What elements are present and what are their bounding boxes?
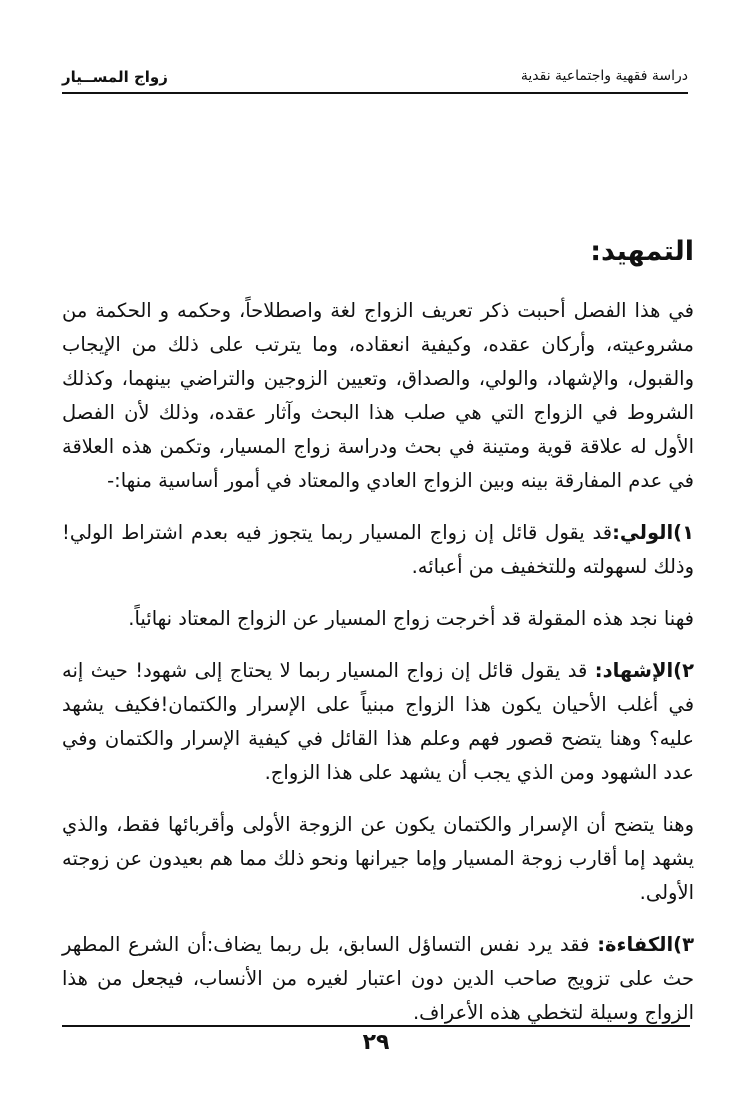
point-2-line: قد يقول قائل إن زواج المسيار ربما لا يحتاج إلى شهود! حيث إنه في — [62, 659, 695, 716]
point-2-line: أغلب الأحيان يكون هذا الزواج مبنياً على الإسرار والكتمان!فكيف يشهد عليه؟ وهنا — [62, 693, 694, 750]
point-1-label: ١)الولي: — [612, 521, 694, 544]
intro-line: في هذا الفصل أحببت ذكر تعريف الزواج لغة واصطلاحاً، وحكمه و الحكمة من — [62, 299, 694, 322]
intro-line: في الزواج التي هي صلب هذا البحث وآثار عقده، وذلك لأن الفصل الأول له علاقة — [62, 401, 695, 458]
point-3-line: وسيلة لتخطي هذه الأعراف. — [412, 1001, 639, 1024]
point-1-note: فهنا نجد هذه المقولة قد أخرجت زواج المسيار عن الزواج المعتاد نهائياً. — [128, 607, 694, 630]
point-3-line: على تزويج صاحب الدين دون اعتبار لغيره من الأنساب، فيجعل من هذا الزواج — [62, 967, 694, 1024]
point-3-label: ٣)الكفاءة: — [597, 933, 694, 956]
point-2-paragraph — [62, 654, 694, 790]
intro-line: وبين الزواج العادي والمعتاد في أمور أساسية منها:- — [107, 469, 515, 492]
point-2-note-line: وهنا يتضح أن الإسرار والكتمان يكون عن الزوجة الأولى وأقربائها فقط، والذي — [62, 813, 694, 836]
page-content — [62, 230, 694, 1048]
section-heading: التمهيد: — [590, 236, 694, 267]
page-header — [62, 62, 688, 94]
footer-rule — [62, 1025, 690, 1027]
point-2-note — [62, 808, 694, 910]
intro-line: والإشهاد، والولي، والصداق، وتعيين الزوجين والتراضي بينهما، وكذلك الشروط — [62, 367, 695, 424]
book-title: زواج المســيار — [62, 68, 168, 86]
point-1-line: لسهولته وللتخفيف من أعبائه. — [411, 555, 648, 578]
point-2-label: ٢)الإشهاد: — [594, 659, 694, 682]
page-number: ٢٩ — [362, 1030, 390, 1055]
point-2-line: ومن الذي يجب أن يشهد على هذا الزواج. — [264, 761, 595, 784]
point-1-line: قد يقول قائل إن زواج المسيار ربما يتجوز فيه بعدم اشتراط الولي! وذلك — [62, 521, 694, 578]
intro-line: مشروعيته، وأركان عقده، وكيفية انعقاده، وما يترتب على ذلك من الإيجاب والقبول، — [62, 333, 694, 390]
point-2-note-line: يشهد إما أقارب زوجة المسيار وإما جيرانها ونحو ذلك مما هم بعيدون عن زوجته — [62, 847, 694, 870]
point-3-line: فقد يرد نفس التساؤل السابق، بل ربما يضاف:أن الشرع المطهر حث — [62, 933, 694, 990]
intro-paragraph — [62, 294, 694, 498]
point-3-paragraph — [62, 928, 694, 1030]
point-2-line: يتضح قصور فهم وعلم هذا القائل في كيفية الإسرار والكتمان وفي عدد الشهود — [62, 727, 694, 784]
intro-line: قوية ومتينة في بحث ودراسة زواج المسيار، وتكمن هذه العلاقة في عدم المفارقة بينه — [62, 435, 694, 492]
point-2-note-line: الأولى. — [639, 881, 694, 904]
book-subtitle: دراسة فقهية واجتماعية نقدية — [520, 68, 688, 84]
point-1-paragraph — [62, 516, 694, 584]
